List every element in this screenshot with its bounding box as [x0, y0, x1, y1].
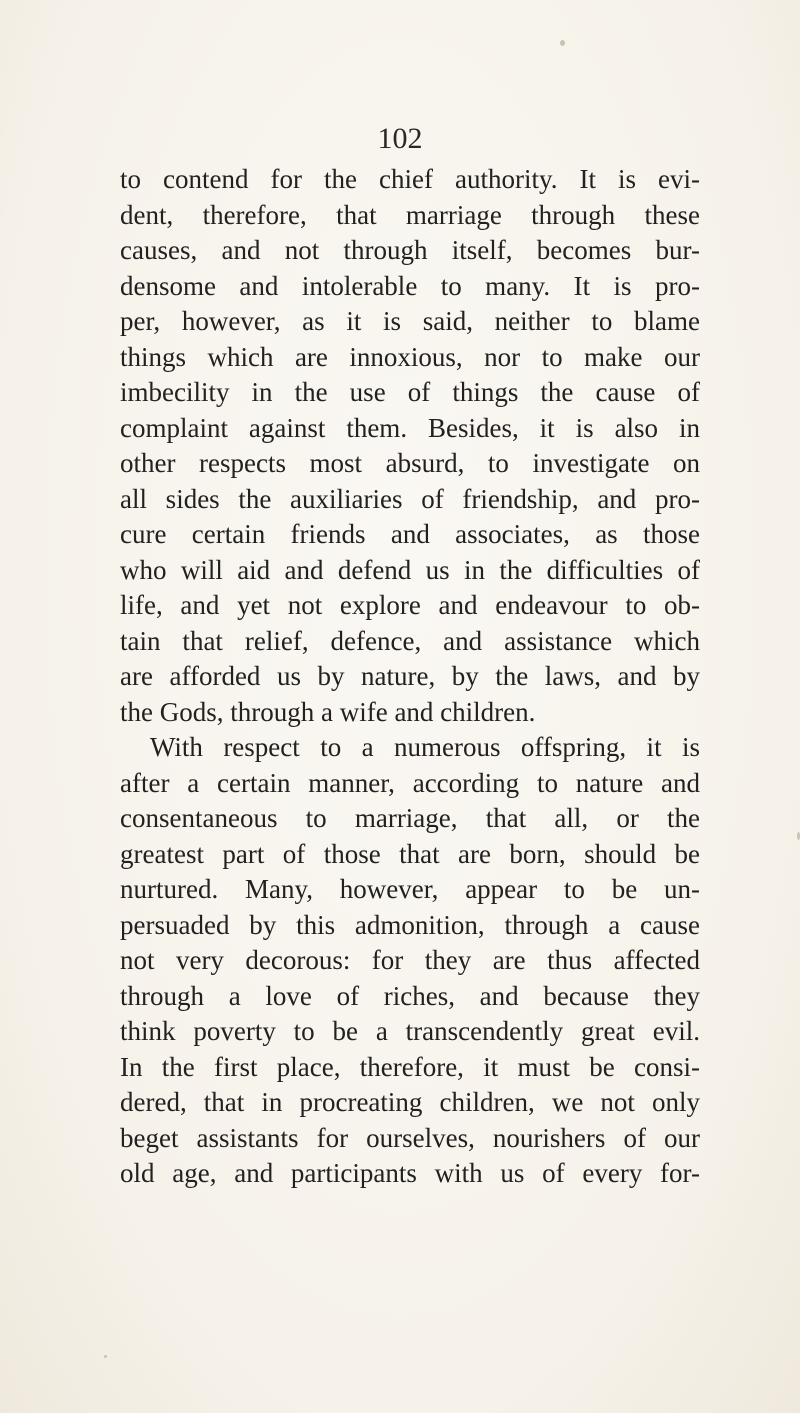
text-line: consentaneous to marriage, that all, or the	[120, 803, 700, 833]
text-line: life, and yet not explore and endeavour to ob-	[120, 590, 700, 620]
text-line: things which are innoxious, nor to make our	[120, 341, 700, 372]
text-line: the Gods, through a wife and children.	[120, 696, 536, 727]
paper-spot	[560, 40, 565, 46]
text-line: persuaded by this admonition, through a cause	[120, 909, 700, 940]
text-line: think poverty to be a transcendently great evil.	[120, 1016, 700, 1046]
text-line: dered, that in procreating children, we not only	[120, 1087, 700, 1117]
page-number: 102	[377, 122, 423, 155]
text-line: all sides the auxiliaries of friendship, and pro-	[120, 483, 700, 514]
body-text	[120, 162, 700, 1192]
text-line: In the first place, therefore, it must be consi-	[120, 1051, 700, 1082]
text-line: tain that relief, defence, and assistance which	[120, 625, 700, 656]
text-line: other respects most absurd, to investigate on	[120, 448, 700, 478]
text-line: greatest part of those that are born, should be	[120, 838, 700, 869]
text-line: per, however, as it is said, neither to blame	[120, 306, 700, 336]
text-line: not very decorous: for they are thus affected	[120, 945, 700, 975]
text-line: With respect to a numerous offspring, it is	[150, 732, 700, 762]
text-line: dent, therefore, that marriage through these	[120, 199, 700, 230]
text-line: densome and intolerable to many. It is pro-	[120, 270, 700, 301]
text-line: are afforded us by nature, by the laws, and by	[120, 661, 700, 691]
text-line: old age, and participants with us of every for-	[120, 1158, 700, 1188]
text-line: to contend for the chief authority. It is evi-	[120, 164, 700, 194]
text-line: nurtured. Many, however, appear to be un-	[120, 874, 700, 904]
text-line: after a certain manner, according to nature and	[120, 767, 700, 798]
text-line: complaint against them. Besides, it is also in	[120, 412, 700, 443]
text-line: cure certain friends and associates, as those	[120, 519, 700, 549]
text-line: through a love of riches, and because they	[120, 980, 700, 1011]
text-line: beget assistants for ourselves, nourishers of our	[120, 1122, 700, 1153]
text-line: imbecility in the use of things the cause of	[120, 377, 700, 407]
text-line: causes, and not through itself, becomes bur-	[120, 235, 700, 265]
text-line: who will aid and defend us in the difficulties of	[120, 554, 700, 585]
paper-spot	[104, 1355, 107, 1358]
